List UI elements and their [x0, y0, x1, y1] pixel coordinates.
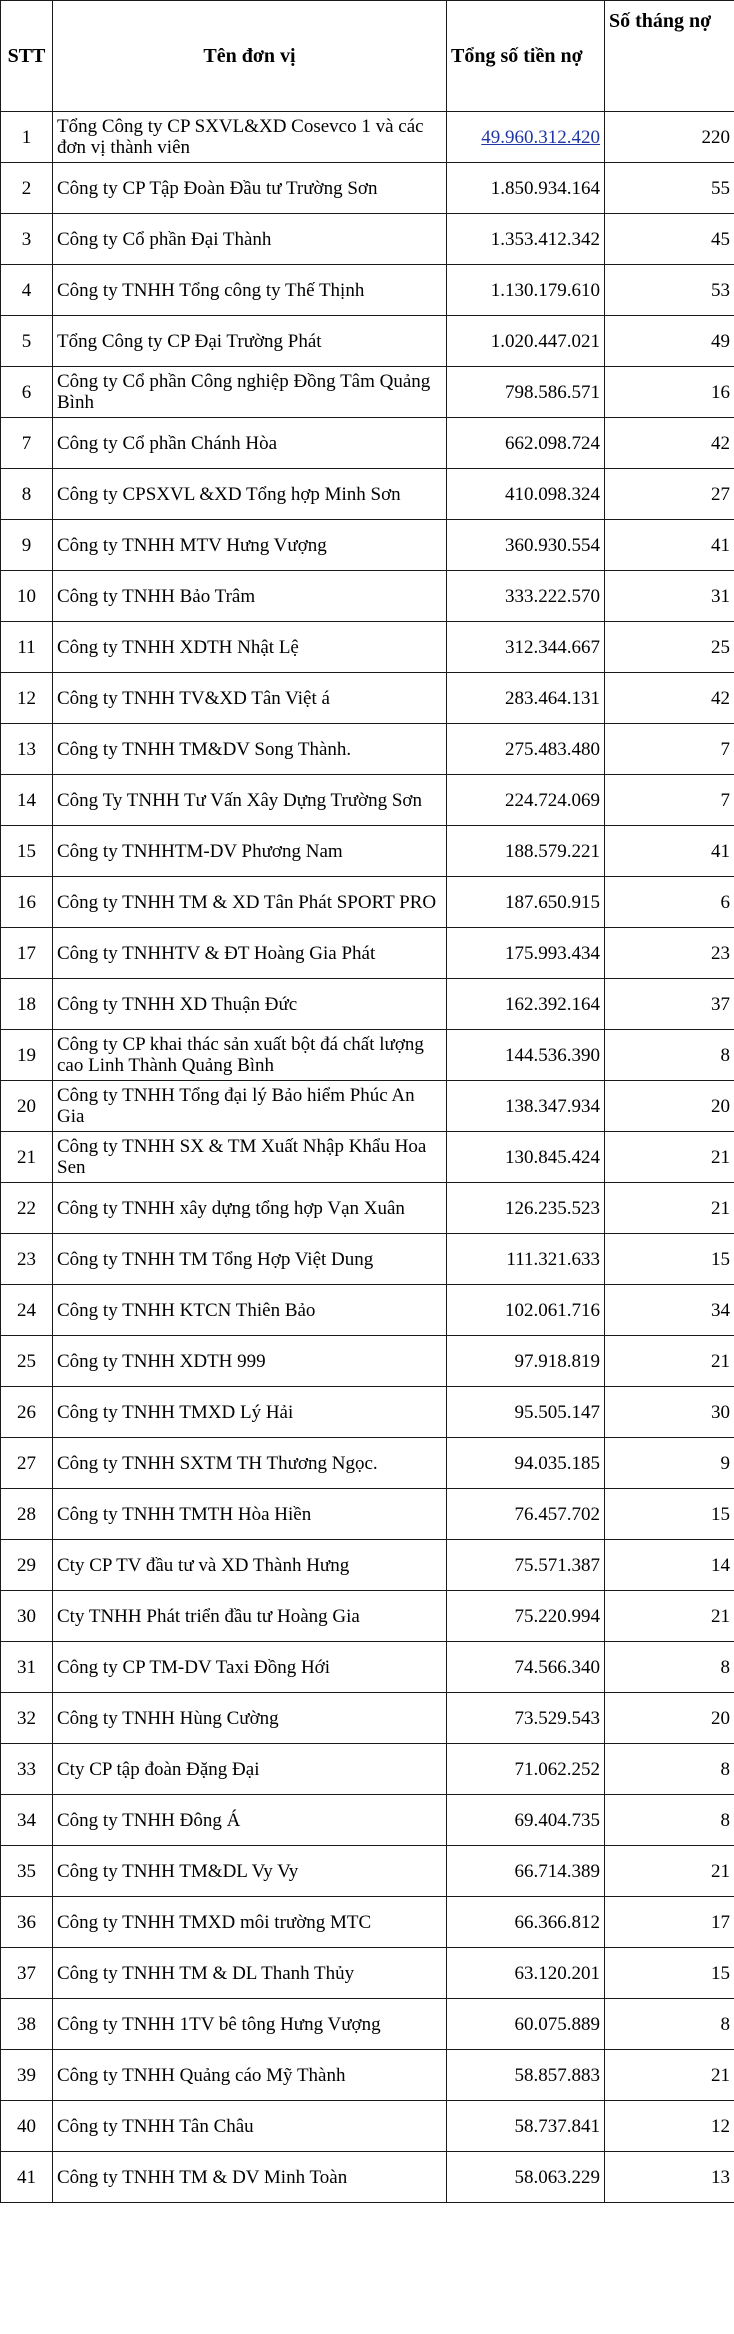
row-stt: 13: [1, 724, 53, 775]
row-stt: 26: [1, 1387, 53, 1438]
row-stt: 40: [1, 2101, 53, 2152]
row-unit-name: Công ty TNHH Đông Á: [53, 1795, 447, 1846]
row-months-owed: 6: [605, 877, 734, 928]
row-unit-name: Công ty TNHH TM&DV Song Thành.: [53, 724, 447, 775]
row-total-debt: 144.536.390: [447, 1030, 605, 1081]
row-months-owed: 15: [605, 1234, 734, 1285]
row-total-debt: 1.020.447.021: [447, 316, 605, 367]
row-stt: 22: [1, 1183, 53, 1234]
row-months-owed: 15: [605, 1489, 734, 1540]
row-unit-name: Công ty TNHH TMXD môi trường MTC: [53, 1897, 447, 1948]
table-row: [1, 673, 734, 724]
table-row: [1, 2101, 734, 2152]
row-stt: 6: [1, 367, 53, 418]
row-months-owed: 21: [605, 1183, 734, 1234]
row-stt: 33: [1, 1744, 53, 1795]
row-stt: 36: [1, 1897, 53, 1948]
row-stt: 2: [1, 163, 53, 214]
row-total-debt: 97.918.819: [447, 1336, 605, 1387]
row-months-owed: 8: [605, 1795, 734, 1846]
row-months-owed: 21: [605, 2050, 734, 2101]
table-row: [1, 1948, 734, 1999]
row-total-debt: 69.404.735: [447, 1795, 605, 1846]
table-row: [1, 1795, 734, 1846]
row-total-debt: 74.566.340: [447, 1642, 605, 1693]
row-stt: 39: [1, 2050, 53, 2101]
row-unit-name: Công ty TNHH xây dựng tổng hợp Vạn Xuân: [53, 1183, 447, 1234]
table-row: [1, 622, 734, 673]
table-row: [1, 877, 734, 928]
row-total-debt: 58.063.229: [447, 2152, 605, 2203]
row-total-debt: 130.845.424: [447, 1132, 605, 1183]
row-unit-name: Công ty TNHH TM Tổng Hợp Việt Dung: [53, 1234, 447, 1285]
table-row: [1, 418, 734, 469]
row-months-owed: 15: [605, 1948, 734, 1999]
row-stt: 4: [1, 265, 53, 316]
row-total-debt: 360.930.554: [447, 520, 605, 571]
row-total-debt: 188.579.221: [447, 826, 605, 877]
table-row: [1, 1132, 734, 1183]
row-unit-name: Công ty TNHH TMXD Lý Hải: [53, 1387, 447, 1438]
row-months-owed: 42: [605, 418, 734, 469]
table-row: [1, 163, 734, 214]
table-row: [1, 1846, 734, 1897]
row-unit-name: Công ty TNHH Quảng cáo Mỹ Thành: [53, 2050, 447, 2101]
row-months-owed: 23: [605, 928, 734, 979]
row-stt: 11: [1, 622, 53, 673]
row-unit-name: Công Ty TNHH Tư Vấn Xây Dựng Trường Sơn: [53, 775, 447, 826]
row-total-debt: 76.457.702: [447, 1489, 605, 1540]
row-unit-name: Công ty TNHH TM & DL Thanh Thủy: [53, 1948, 447, 1999]
row-stt: 8: [1, 469, 53, 520]
row-months-owed: 41: [605, 826, 734, 877]
table-row: [1, 1693, 734, 1744]
row-total-debt: 94.035.185: [447, 1438, 605, 1489]
table-row: [1, 1642, 734, 1693]
row-unit-name: Công ty TNHH TM&DL Vy Vy: [53, 1846, 447, 1897]
row-total-debt: 111.321.633: [447, 1234, 605, 1285]
row-stt: 27: [1, 1438, 53, 1489]
table-row: [1, 1744, 734, 1795]
row-unit-name: Công ty TNHHTV & ĐT Hoàng Gia Phát: [53, 928, 447, 979]
row-months-owed: 7: [605, 775, 734, 826]
row-total-debt: 58.737.841: [447, 2101, 605, 2152]
row-total-debt: [447, 112, 605, 163]
row-total-debt: 71.062.252: [447, 1744, 605, 1795]
table-row: [1, 571, 734, 622]
row-total-debt: 1.130.179.610: [447, 265, 605, 316]
table-row: [1, 1591, 734, 1642]
row-total-debt: 75.571.387: [447, 1540, 605, 1591]
row-total-debt: 95.505.147: [447, 1387, 605, 1438]
row-stt: 28: [1, 1489, 53, 1540]
row-unit-name: Công ty Cổ phần Chánh Hòa: [53, 418, 447, 469]
row-months-owed: 31: [605, 571, 734, 622]
row-total-debt: 63.120.201: [447, 1948, 605, 1999]
row-stt: 17: [1, 928, 53, 979]
table-row: [1, 1285, 734, 1336]
table-row: [1, 1489, 734, 1540]
row-unit-name: Công ty TNHH TM & DV Minh Toàn: [53, 2152, 447, 2203]
row-stt: 20: [1, 1081, 53, 1132]
row-total-debt: 126.235.523: [447, 1183, 605, 1234]
row-stt: 21: [1, 1132, 53, 1183]
row-unit-name: Công ty TNHH Tổng đại lý Bảo hiểm Phúc An Gia: [53, 1081, 447, 1132]
row-months-owed: 13: [605, 2152, 734, 2203]
row-stt: 10: [1, 571, 53, 622]
row-months-owed: 53: [605, 265, 734, 316]
table-row: [1, 1030, 734, 1081]
row-unit-name: Công ty Cổ phần Công nghiệp Đồng Tâm Quảng Bình: [53, 367, 447, 418]
row-unit-name: Công ty CPSXVL &XD Tổng hợp Minh Sơn: [53, 469, 447, 520]
header-row: [1, 1, 734, 112]
row-total-debt: 662.098.724: [447, 418, 605, 469]
row-total-debt: 66.366.812: [447, 1897, 605, 1948]
row-stt: 12: [1, 673, 53, 724]
row-stt: 15: [1, 826, 53, 877]
row-unit-name: Công ty TNHH Hùng Cường: [53, 1693, 447, 1744]
row-unit-name: Công ty CP TM-DV Taxi Đồng Hới: [53, 1642, 447, 1693]
row-months-owed: 34: [605, 1285, 734, 1336]
row-months-owed: 21: [605, 1591, 734, 1642]
row-months-owed: 45: [605, 214, 734, 265]
row-stt: 37: [1, 1948, 53, 1999]
row-stt: 19: [1, 1030, 53, 1081]
row-months-owed: 8: [605, 1642, 734, 1693]
row-stt: 30: [1, 1591, 53, 1642]
row-unit-name: Công ty TNHH TM & XD Tân Phát SPORT PRO: [53, 877, 447, 928]
table-row: [1, 112, 734, 163]
table-row: [1, 367, 734, 418]
row-months-owed: 7: [605, 724, 734, 775]
row-unit-name: Công ty TNHH XDTH 999: [53, 1336, 447, 1387]
table-row: [1, 1540, 734, 1591]
row-stt: 31: [1, 1642, 53, 1693]
row-total-debt: 224.724.069: [447, 775, 605, 826]
row-unit-name: Công ty TNHH 1TV bê tông Hưng Vượng: [53, 1999, 447, 2050]
table-row: [1, 316, 734, 367]
row-total-debt: 283.464.131: [447, 673, 605, 724]
row-unit-name: Cty CP tập đoàn Đặng Đại: [53, 1744, 447, 1795]
row-months-owed: 9: [605, 1438, 734, 1489]
row-total-debt: 1.353.412.342: [447, 214, 605, 265]
row-months-owed: 49: [605, 316, 734, 367]
row-unit-name: Công ty TNHH SXTM TH Thương Ngọc.: [53, 1438, 447, 1489]
row-total-debt: 275.483.480: [447, 724, 605, 775]
row-stt: 14: [1, 775, 53, 826]
row-months-owed: 21: [605, 1846, 734, 1897]
row-months-owed: 220: [605, 112, 734, 163]
table-row: [1, 2050, 734, 2101]
row-unit-name: Công ty TNHH Tân Châu: [53, 2101, 447, 2152]
table-row: [1, 1387, 734, 1438]
table-row: [1, 979, 734, 1030]
table-row: [1, 826, 734, 877]
row-stt: 24: [1, 1285, 53, 1336]
row-total-debt: 73.529.543: [447, 1693, 605, 1744]
row-stt: 3: [1, 214, 53, 265]
row-total-debt: 102.061.716: [447, 1285, 605, 1336]
row-stt: 41: [1, 2152, 53, 2203]
table-row: [1, 724, 734, 775]
row-total-debt: 66.714.389: [447, 1846, 605, 1897]
row-months-owed: 17: [605, 1897, 734, 1948]
row-months-owed: 21: [605, 1132, 734, 1183]
table-row: [1, 1081, 734, 1132]
row-unit-name: Công ty TNHH TMTH Hòa Hiền: [53, 1489, 447, 1540]
row-months-owed: 30: [605, 1387, 734, 1438]
row-total-debt: 333.222.570: [447, 571, 605, 622]
row-total-debt: 75.220.994: [447, 1591, 605, 1642]
table-row: [1, 214, 734, 265]
row-months-owed: 8: [605, 1999, 734, 2050]
row-stt: 29: [1, 1540, 53, 1591]
row-unit-name: Công ty TNHH TV&XD Tân Việt á: [53, 673, 447, 724]
row-stt: 34: [1, 1795, 53, 1846]
row-unit-name: Công ty TNHH XDTH Nhật Lệ: [53, 622, 447, 673]
row-unit-name: Công ty TNHH KTCN Thiên Bảo: [53, 1285, 447, 1336]
row-months-owed: 21: [605, 1336, 734, 1387]
row-total-debt: 410.098.324: [447, 469, 605, 520]
row-unit-name: Công ty Cổ phần Đại Thành: [53, 214, 447, 265]
row-months-owed: 25: [605, 622, 734, 673]
row-unit-name: Cty TNHH Phát triển đầu tư Hoàng Gia: [53, 1591, 447, 1642]
row-stt: 9: [1, 520, 53, 571]
row-months-owed: 8: [605, 1030, 734, 1081]
row-months-owed: 41: [605, 520, 734, 571]
table-row: [1, 928, 734, 979]
row-stt: 25: [1, 1336, 53, 1387]
table-row: [1, 265, 734, 316]
row-unit-name: Công ty TNHHTM-DV Phương Nam: [53, 826, 447, 877]
row-unit-name: Công ty CP Tập Đoàn Đầu tư Trường Sơn: [53, 163, 447, 214]
row-total-debt: 175.993.434: [447, 928, 605, 979]
row-stt: 16: [1, 877, 53, 928]
table-row: [1, 775, 734, 826]
row-months-owed: 20: [605, 1081, 734, 1132]
table-row: [1, 1234, 734, 1285]
row-months-owed: 27: [605, 469, 734, 520]
table-row: [1, 1336, 734, 1387]
table-row: [1, 520, 734, 571]
total-debt-link[interactable]: 49.960.312.420: [481, 126, 600, 148]
row-total-debt: 162.392.164: [447, 979, 605, 1030]
row-unit-name: Công ty TNHH XD Thuận Đức: [53, 979, 447, 1030]
table-row: [1, 469, 734, 520]
table-row: [1, 1438, 734, 1489]
row-months-owed: 12: [605, 2101, 734, 2152]
row-stt: 35: [1, 1846, 53, 1897]
row-months-owed: 14: [605, 1540, 734, 1591]
row-total-debt: 138.347.934: [447, 1081, 605, 1132]
row-stt: 23: [1, 1234, 53, 1285]
row-unit-name: Công ty CP khai thác sản xuất bột đá chất lượng cao Linh Thành Quảng Bình: [53, 1030, 447, 1081]
row-total-debt: 798.586.571: [447, 367, 605, 418]
header-stt: STT: [1, 1, 53, 112]
row-total-debt: 60.075.889: [447, 1999, 605, 2050]
table-row: [1, 2152, 734, 2203]
header-unit-name: Tên đơn vị: [53, 1, 447, 112]
row-stt: 5: [1, 316, 53, 367]
row-months-owed: 8: [605, 1744, 734, 1795]
row-total-debt: 312.344.667: [447, 622, 605, 673]
row-unit-name: Cty CP TV đầu tư và XD Thành Hưng: [53, 1540, 447, 1591]
row-unit-name: Tổng Công ty CP Đại Trường Phát: [53, 316, 447, 367]
row-stt: 1: [1, 112, 53, 163]
table-row: [1, 1999, 734, 2050]
header-total-debt: Tổng số tiền nợ: [447, 1, 605, 112]
row-stt: 18: [1, 979, 53, 1030]
row-months-owed: 20: [605, 1693, 734, 1744]
row-unit-name: Tổng Công ty CP SXVL&XD Cosevco 1 và các đơn vị thành viên: [53, 112, 447, 163]
row-stt: 38: [1, 1999, 53, 2050]
table-row: [1, 1183, 734, 1234]
row-total-debt: 58.857.883: [447, 2050, 605, 2101]
row-months-owed: 42: [605, 673, 734, 724]
row-stt: 32: [1, 1693, 53, 1744]
row-unit-name: Công ty TNHH MTV Hưng Vượng: [53, 520, 447, 571]
row-months-owed: 37: [605, 979, 734, 1030]
table-row: [1, 1897, 734, 1948]
row-total-debt: 1.850.934.164: [447, 163, 605, 214]
row-unit-name: Công ty TNHH Tổng công ty Thế Thịnh: [53, 265, 447, 316]
row-months-owed: 55: [605, 163, 734, 214]
header-months-owed: Số tháng nợ: [605, 1, 734, 112]
row-months-owed: 16: [605, 367, 734, 418]
row-total-debt: 187.650.915: [447, 877, 605, 928]
row-unit-name: Công ty TNHH SX & TM Xuất Nhập Khẩu Hoa Sen: [53, 1132, 447, 1183]
row-stt: 7: [1, 418, 53, 469]
row-unit-name: Công ty TNHH Bảo Trâm: [53, 571, 447, 622]
